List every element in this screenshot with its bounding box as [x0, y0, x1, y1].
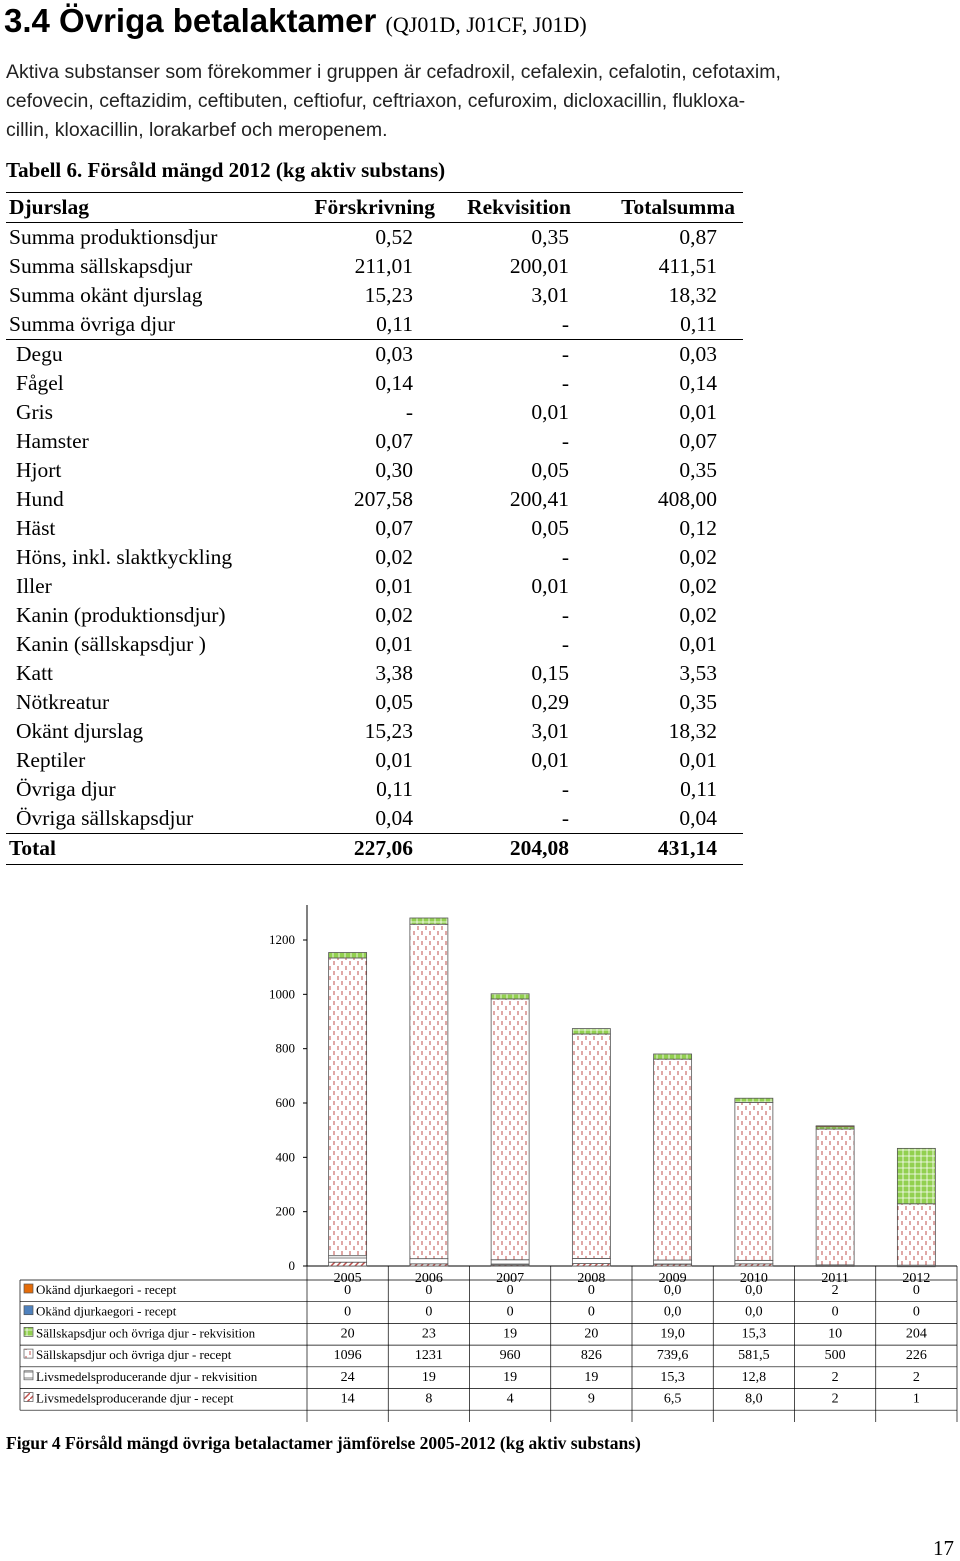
cell-djurslag: Okänt djurslag: [16, 719, 144, 743]
data-table-value: 500: [824, 1348, 846, 1364]
data-table-value: 14: [340, 1391, 355, 1407]
data-table-value: 8,0: [745, 1391, 763, 1407]
data-table-value: 0: [344, 1304, 352, 1320]
cell-rekvisition: 0,05: [531, 516, 569, 540]
legend-swatch: [24, 1349, 33, 1358]
data-table-value: 0: [425, 1304, 433, 1320]
table-header-row: [6, 192, 743, 222]
summary-row: [6, 281, 743, 310]
cell-forskrivning: 0,30: [375, 458, 413, 482]
data-table-value: 0,0: [663, 1304, 682, 1320]
data-table-value: 2: [831, 1391, 839, 1407]
cell-djurslag: Nötkreatur: [16, 690, 110, 714]
cell-totalsumma: 18,32: [668, 283, 717, 307]
bar-segment: [410, 924, 448, 1258]
bar-segment: [654, 1059, 692, 1260]
data-table-value: 2: [831, 1283, 839, 1298]
data-table-value: 0,0: [745, 1283, 763, 1298]
data-table-value: 1231: [414, 1348, 443, 1364]
legend-swatch: [24, 1393, 33, 1402]
x-category-label: 2011: [821, 1271, 849, 1286]
legend-series-name: Sällskapsdjur och övriga djur - rekvisition: [36, 1325, 256, 1341]
data-table-value: 20: [584, 1326, 599, 1342]
bar-segment: [897, 1148, 935, 1203]
cell-totalsumma: 431,14: [657, 836, 717, 860]
x-category-label: 2006: [414, 1271, 443, 1286]
y-tick-label: 600: [275, 1095, 295, 1110]
cell-rekvisition: -: [561, 603, 569, 627]
bar-segment: [329, 952, 367, 957]
data-table-value: 2: [831, 1369, 839, 1385]
species-row: [6, 398, 743, 427]
cell-rekvisition: -: [561, 342, 569, 366]
bar-segment: [735, 1098, 773, 1102]
cell-djurslag: Katt: [16, 661, 54, 685]
cell-totalsumma: 0,14: [679, 371, 717, 395]
cell-totalsumma: 0,02: [679, 545, 717, 569]
bar-segment: [735, 1260, 773, 1263]
species-row: [6, 427, 743, 456]
cell-totalsumma: 0,35: [679, 458, 717, 482]
cell-rekvisition: 0,01: [531, 748, 569, 772]
cell-djurslag: Kanin (sällskapsdjur ): [16, 632, 206, 656]
cell-totalsumma: 18,32: [668, 719, 717, 743]
cell-djurslag: Övriga djur: [16, 777, 116, 801]
cell-forskrivning: 15,23: [364, 719, 413, 743]
cell-rekvisition: -: [561, 777, 569, 801]
x-category-label: 2010: [739, 1271, 768, 1286]
data-table-value: 204: [905, 1326, 927, 1342]
data-table-value: 0: [344, 1283, 352, 1298]
cell-rekvisition: -: [561, 806, 569, 830]
cell-rekvisition: 0,29: [531, 690, 569, 714]
species-row: [6, 485, 743, 514]
y-tick-label: 0: [288, 1258, 295, 1273]
data-table-value: 24: [340, 1369, 355, 1385]
data-table-value: 739,6: [656, 1348, 689, 1364]
cell-forskrivning: 0,11: [376, 777, 413, 801]
cell-forskrivning: 0,01: [375, 748, 413, 772]
data-table-value: 8: [425, 1391, 433, 1407]
data-table-value: 4: [506, 1391, 514, 1407]
section-atc-codes: (QJ01D, J01CF, J01D): [385, 12, 587, 37]
bar-segment: [572, 1029, 610, 1034]
data-table-value: 0,0: [745, 1304, 763, 1320]
y-tick-label: 200: [275, 1203, 295, 1219]
y-tick-label: 800: [275, 1040, 295, 1056]
cell-totalsumma: 0,04: [679, 806, 717, 830]
species-row: [6, 601, 743, 630]
bar-segment: [329, 1262, 367, 1266]
data-table-value: 0: [912, 1304, 920, 1320]
intro-line: cefovecin, ceftazidim, ceftibuten, ceftiofur, ceftriaxon, cefuroxim, dicloxacillin, flukloxa-: [6, 90, 746, 112]
cell-djurslag: Degu: [16, 342, 63, 366]
intro-line: Aktiva substanser som förekommer i gruppen är cefadroxil, cefalexin, cefalotin, cefotaxim,: [6, 61, 781, 83]
bar-segment: [491, 994, 529, 999]
bar-segment: [654, 1054, 692, 1059]
y-tick-label: 1000: [269, 986, 295, 1002]
cell-djurslag: Summa produktionsdjur: [9, 225, 218, 249]
cell-djurslag: Häst: [16, 516, 56, 540]
x-category-label: 2008: [577, 1271, 606, 1286]
cell-forskrivning: 0,05: [375, 690, 413, 714]
cell-totalsumma: 0,07: [679, 429, 717, 453]
cell-forskrivning: 0,11: [376, 312, 413, 336]
cell-totalsumma: 0,11: [680, 312, 717, 336]
figure-caption: Figur 4 Försåld mängd övriga betalactamer jämförelse 2005-2012 (kg aktiv substans): [6, 1433, 641, 1453]
cell-forskrivning: 0,01: [375, 632, 413, 656]
species-row: [6, 688, 743, 717]
cell-totalsumma: 411,51: [658, 254, 717, 278]
cell-djurslag: Övriga sällskapsdjur: [16, 806, 194, 830]
data-table-value: 0: [425, 1283, 433, 1298]
bar-segment: [329, 958, 367, 1256]
cell-djurslag: Total: [9, 836, 56, 860]
species-row: [6, 369, 743, 398]
bar-segment: [816, 1126, 854, 1127]
y-tick-label: 400: [275, 1149, 295, 1165]
cell-djurslag: Hund: [16, 487, 64, 511]
data-table-value: 1096: [333, 1348, 362, 1364]
bar-segment: [491, 1260, 529, 1265]
chart-container: [0, 895, 960, 1425]
cell-totalsumma: 0,02: [679, 603, 717, 627]
species-row: [6, 543, 743, 572]
cell-forskrivning: 207,58: [353, 487, 413, 511]
bar-segment: [572, 1258, 610, 1263]
x-category-label: 2009: [658, 1271, 687, 1286]
cell-rekvisition: 0,01: [531, 574, 569, 598]
bar-segment: [897, 1204, 935, 1265]
cell-rekvisition: 204,08: [509, 836, 569, 860]
cell-forskrivning: 0,07: [375, 429, 413, 453]
cell-djurslag: Gris: [16, 400, 54, 424]
species-row: [6, 746, 743, 775]
data-table-value: 19: [584, 1369, 599, 1385]
bar-segment: [329, 1256, 367, 1263]
cell-rekvisition: 3,01: [531, 719, 569, 743]
summary-row: [6, 222, 743, 252]
data-table-value: 19: [503, 1326, 518, 1342]
data-table-value: 0,0: [663, 1283, 682, 1298]
species-row: [6, 775, 743, 804]
data-table-value: 15,3: [741, 1326, 767, 1342]
x-category-label: 2012: [902, 1271, 931, 1286]
data-table-value: 226: [905, 1348, 927, 1364]
cell-rekvisition: 0,35: [531, 225, 569, 249]
x-category-label: 2005: [333, 1271, 362, 1286]
stacked-bar-chart: [0, 895, 960, 1425]
legend-swatch: [24, 1284, 33, 1293]
cell-forskrivning: 15,23: [364, 283, 413, 307]
intro-paragraph: [6, 58, 956, 145]
data-table-value: 0: [912, 1283, 920, 1298]
cell-rekvisition: 0,15: [531, 661, 569, 685]
data-table-value: 0: [587, 1304, 595, 1320]
species-row: [6, 804, 743, 834]
cell-djurslag: Kanin (produktionsdjur): [16, 603, 226, 627]
summary-row: [6, 252, 743, 281]
bar-segment: [654, 1260, 692, 1264]
cell-djurslag: Summa sällskapsdjur: [9, 254, 193, 278]
intro-line: cillin, kloxacillin, lorakarbef och meropenem.: [6, 119, 388, 141]
data-table-value: 12,8: [741, 1369, 767, 1385]
legend-series-name: Sällskapsdjur och övriga djur - recept: [36, 1347, 232, 1363]
x-category-label: 2007: [496, 1271, 525, 1286]
bar-segment: [410, 918, 448, 924]
cell-djurslag: Höns, inkl. slaktkyckling: [16, 545, 233, 569]
legend-swatch: [24, 1327, 33, 1336]
cell-totalsumma: 0,87: [679, 225, 717, 249]
cell-totalsumma: 0,11: [680, 777, 717, 801]
data-table-value: 826: [580, 1348, 602, 1364]
header-totalsumma: Totalsumma: [621, 195, 735, 219]
species-row: [6, 659, 743, 688]
cell-forskrivning: 227,06: [353, 836, 413, 860]
header-djurslag: Djurslag: [9, 195, 90, 219]
data-table-value: 19: [421, 1369, 436, 1385]
total-row: [6, 834, 743, 865]
cell-djurslag: Summa övriga djur: [9, 312, 176, 336]
header-rekvisition: Rekvisition: [467, 195, 571, 219]
legend-swatch: [24, 1306, 33, 1315]
species-row: [6, 717, 743, 746]
cell-forskrivning: 0,07: [375, 516, 413, 540]
legend-series-name: Okänd djurkaegori - recept: [36, 1282, 177, 1297]
cell-forskrivning: 3,38: [375, 661, 413, 685]
cell-totalsumma: 0,01: [679, 400, 717, 424]
data-table-value: 2: [912, 1369, 920, 1385]
cell-forskrivning: 0,03: [375, 342, 413, 366]
sales-table: [6, 192, 743, 865]
species-row: [6, 456, 743, 485]
cell-totalsumma: 0,03: [679, 342, 717, 366]
cell-forskrivning: 0,01: [375, 574, 413, 598]
data-table-value: 0: [506, 1304, 514, 1320]
cell-totalsumma: 0,35: [679, 690, 717, 714]
legend-swatch: [24, 1371, 33, 1380]
cell-rekvisition: 0,05: [531, 458, 569, 482]
cell-djurslag: Hamster: [16, 429, 89, 453]
section-title: 3.4 Övriga betalaktamer: [4, 2, 377, 39]
cell-totalsumma: 3,53: [679, 661, 717, 685]
cell-rekvisition: -: [561, 371, 569, 395]
cell-rekvisition: -: [561, 312, 569, 336]
cell-rekvisition: 3,01: [531, 283, 569, 307]
data-table-value: 581,5: [738, 1348, 770, 1364]
data-table-value: 1: [912, 1391, 920, 1407]
bar-segment: [491, 999, 529, 1260]
data-table-value: 960: [499, 1348, 521, 1364]
cell-forskrivning: 211,01: [354, 254, 413, 278]
cell-rekvisition: 0,01: [531, 400, 569, 424]
table-caption: Tabell 6. Försåld mängd 2012 (kg aktiv substans): [6, 158, 446, 182]
bar-segment: [735, 1102, 773, 1260]
cell-forskrivning: 0,02: [375, 603, 413, 627]
y-tick-label: 1200: [269, 932, 295, 947]
summary-row: [6, 310, 743, 340]
bar-segment: [572, 1034, 610, 1258]
cell-djurslag: Hjort: [16, 458, 62, 482]
cell-forskrivning: 0,02: [375, 545, 413, 569]
cell-totalsumma: 0,12: [679, 516, 717, 540]
cell-rekvisition: -: [561, 429, 569, 453]
data-table-value: 0: [831, 1304, 839, 1320]
cell-totalsumma: 408,00: [657, 487, 717, 511]
data-table-value: 23: [421, 1326, 436, 1342]
legend-series-name: Livsmedelsproducerande djur - recept: [36, 1390, 234, 1406]
cell-forskrivning: 0,04: [375, 806, 413, 830]
data-table-value: 0: [587, 1283, 595, 1298]
cell-djurslag: Iller: [16, 574, 52, 598]
header-forskrivning: Förskrivning: [314, 195, 435, 219]
data-table-value: 0: [506, 1283, 514, 1298]
data-table-value: 20: [340, 1326, 355, 1342]
species-row: [6, 572, 743, 601]
legend-series-name: Livsmedelsproducerande djur - rekvisition: [36, 1368, 258, 1384]
cell-totalsumma: 0,01: [679, 748, 717, 772]
cell-forskrivning: 0,52: [375, 225, 413, 249]
data-table-value: 19,0: [660, 1326, 685, 1342]
cell-totalsumma: 0,01: [679, 632, 717, 656]
page-number: 17: [933, 1536, 954, 1560]
section-heading: [4, 2, 587, 40]
bar-segment: [816, 1129, 854, 1265]
cell-totalsumma: 0,02: [679, 574, 717, 598]
legend-series-name: Okänd djurkaegori - recept: [36, 1303, 177, 1319]
cell-djurslag: Summa okänt djurslag: [9, 283, 203, 307]
cell-rekvisition: -: [561, 545, 569, 569]
cell-rekvisition: 200,41: [509, 487, 569, 511]
cell-djurslag: Fågel: [16, 371, 64, 395]
species-row: [6, 630, 743, 659]
bar-segment: [410, 1259, 448, 1264]
cell-rekvisition: 200,01: [509, 254, 569, 278]
cell-forskrivning: 0,14: [375, 371, 413, 395]
species-row: [6, 514, 743, 543]
cell-djurslag: Reptiler: [16, 748, 86, 772]
data-table-value: 9: [587, 1391, 595, 1407]
data-table-value: 6,5: [663, 1391, 682, 1407]
data-table-value: 10: [828, 1326, 843, 1342]
species-row: [6, 340, 743, 369]
cell-rekvisition: -: [561, 632, 569, 656]
data-table-value: 19: [503, 1369, 518, 1385]
data-table-value: 15,3: [660, 1369, 685, 1385]
cell-forskrivning: -: [405, 400, 413, 424]
